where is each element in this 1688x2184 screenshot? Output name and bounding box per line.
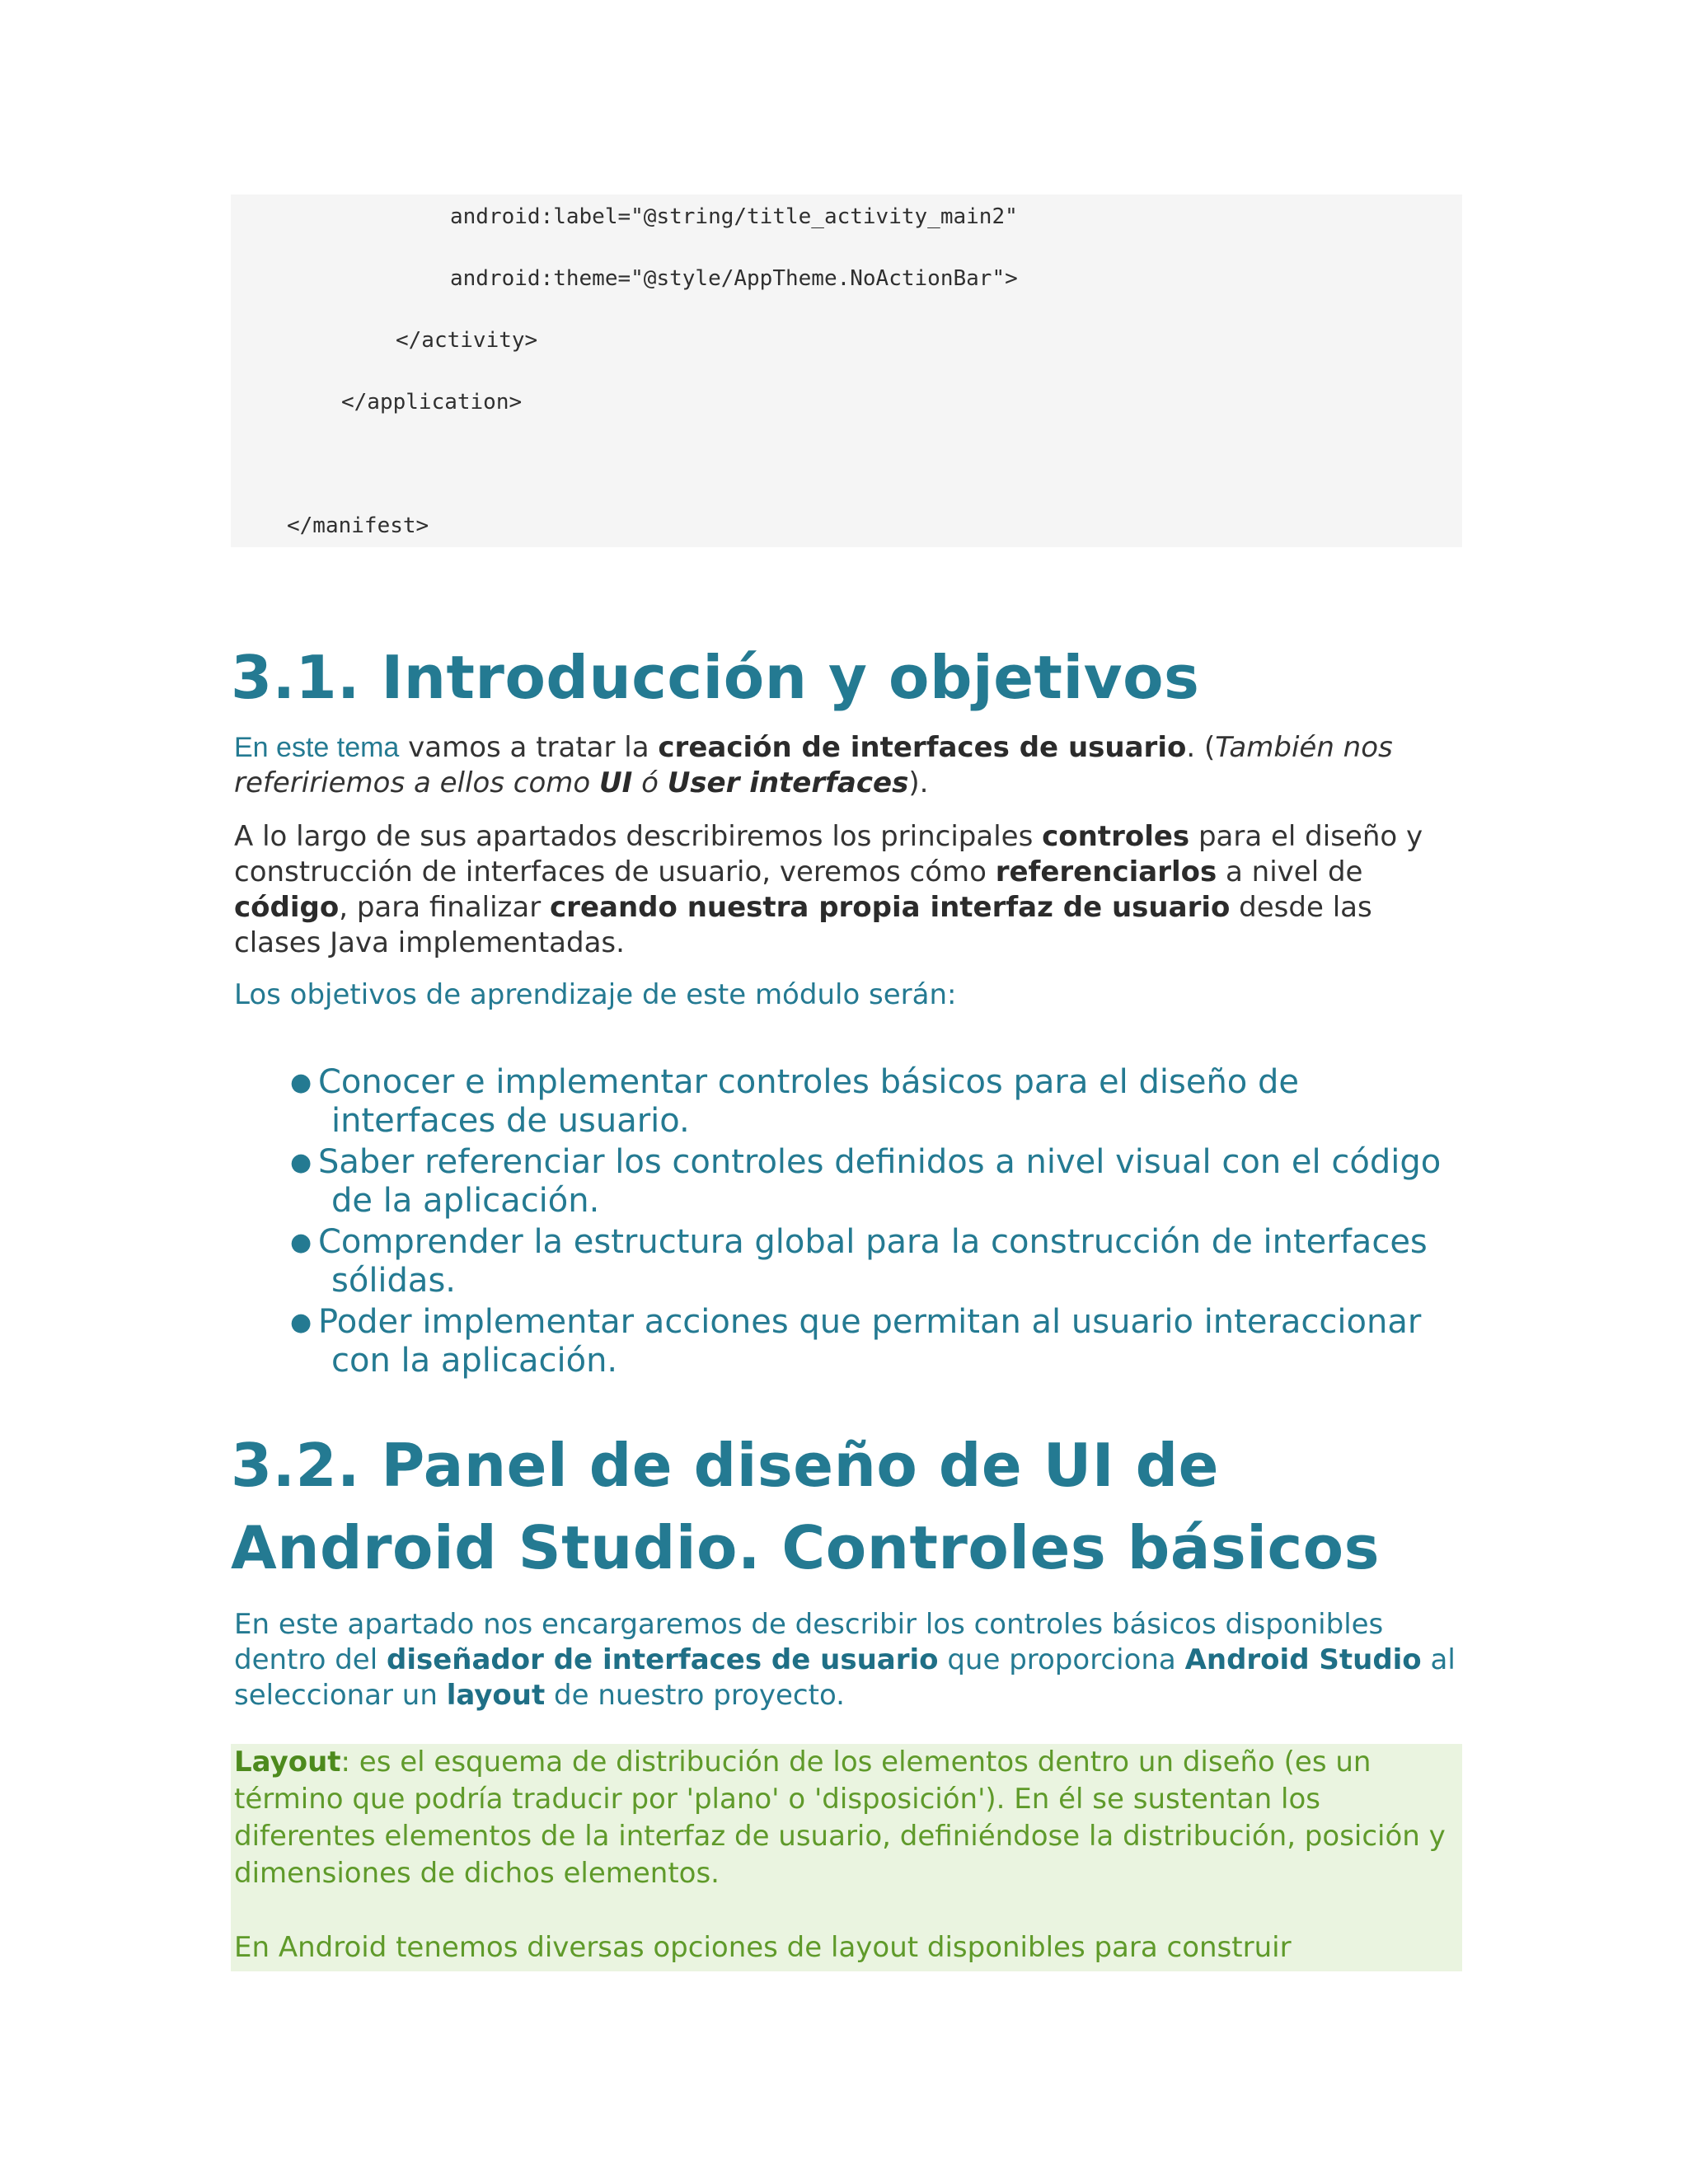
- note-definition: Layout: es el esquema de distribución de los elementos dentro un diseño (es un término que podría traducir por 'plano' o 'disposición'). En él se sustentan los diferentes elementos de la interfaz de usuario, definiéndose la distribución, posición y dimensiones de dichos elementos.: [234, 1746, 1446, 1890]
- code-line: </manifest>: [287, 513, 429, 538]
- section-heading-panel: 3.2. Panel de diseño de UI de Android Studio. Controles básicos: [231, 1431, 1380, 1582]
- bullet-icon: ●: [290, 1068, 312, 1097]
- objectives-list: [231, 1063, 1462, 1383]
- layout-definition-note: [231, 1744, 1462, 1971]
- code-block: [231, 194, 1462, 547]
- objectives-intro: Los objetivos de aprendizaje de este módulo serán:: [234, 978, 957, 1011]
- bullet-icon: ●: [290, 1148, 312, 1177]
- code-line: </activity>: [396, 328, 538, 353]
- panel-paragraph: En este apartado nos encargaremos de describir los controles básicos disponibles dentro del diseñador de interfaces de usuario que proporciona Android Studio al seleccionar un layout de nuestro proyecto.: [234, 1608, 1456, 1712]
- note-paragraph: En Android tenemos diversas opciones de layout disponibles para construir: [234, 1931, 1292, 1964]
- list-item: ● Comprender la estructura global para la construcción de interfaces sólidas.: [290, 1223, 1428, 1300]
- code-line: android:theme="@style/AppTheme.NoActionBar">: [450, 266, 1018, 291]
- code-line: </application>: [341, 390, 523, 415]
- list-item: ● Poder implementar acciones que permitan al usuario interaccionar con la aplicación.: [290, 1303, 1422, 1380]
- section-heading-intro: 3.1. Introducción y objetivos: [231, 643, 1200, 712]
- document-page: [231, 194, 1462, 1964]
- list-item: ● Saber referenciar los controles definidos a nivel visual con el código de la aplicación.: [290, 1143, 1442, 1220]
- list-item: ● Conocer e implementar controles básicos para el diseño de interfaces de usuario.: [290, 1063, 1299, 1140]
- description-paragraph: A lo largo de sus apartados describiremos los principales controles para el diseño y construcción de interfaces de usuario, veremos cómo referenciarlos a nivel de código, para finalizar creando nuestra propia interfaz de usuario desde las clases Java implementadas.: [234, 820, 1423, 959]
- code-line: android:label="@string/title_activity_main2": [450, 204, 1018, 229]
- bullet-icon: ●: [290, 1228, 312, 1257]
- bullet-icon: ●: [290, 1308, 312, 1337]
- intro-paragraph: En este tema vamos a tratar la creación de interfaces de usuario. (También nos refeririemos a ellos como UI ó User interfaces).: [234, 731, 1393, 799]
